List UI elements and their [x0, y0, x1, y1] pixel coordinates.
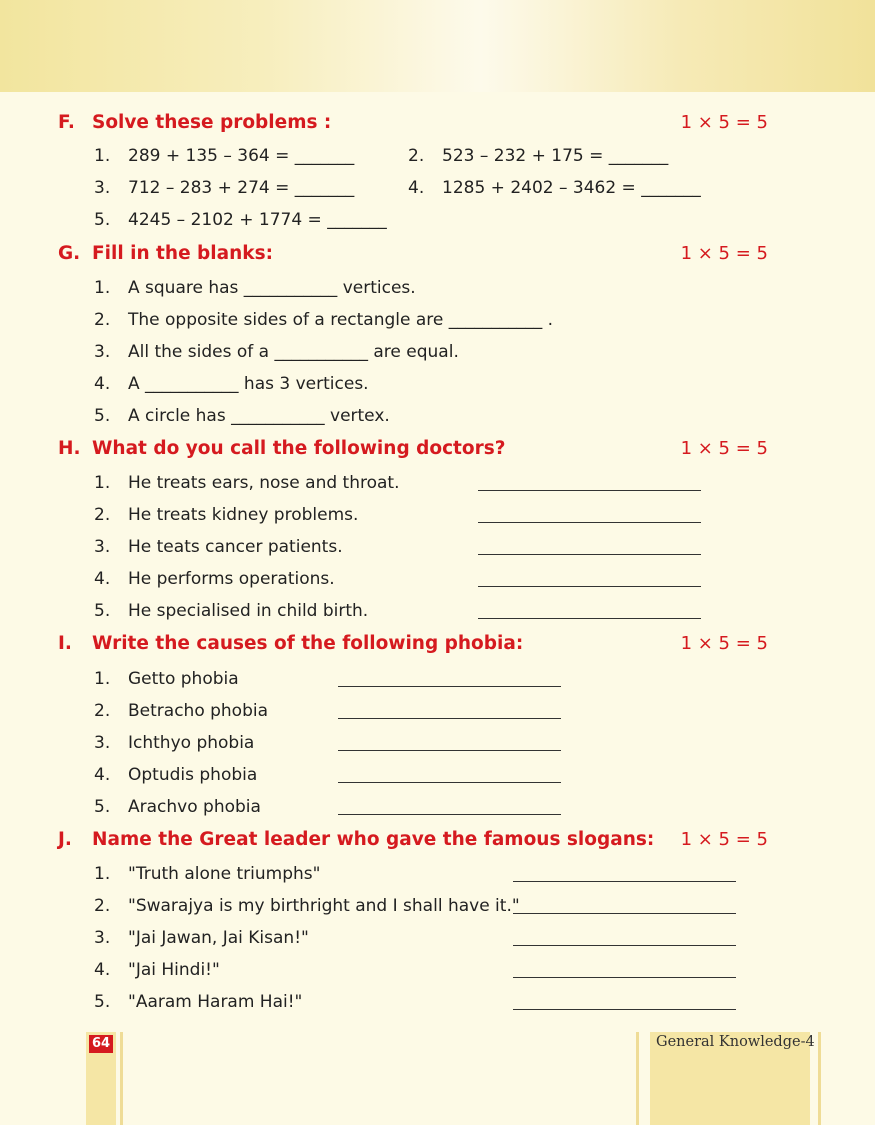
item-number: 4.: [94, 374, 111, 394]
item-text: He treats kidney problems.: [128, 505, 359, 525]
item-text: "Swarajya is my birthright and I shall have it.": [128, 896, 520, 916]
answer-line: [478, 618, 701, 619]
item-number: 1.: [94, 864, 111, 884]
answer-line: [478, 554, 701, 555]
item-number: 4.: [94, 960, 111, 980]
item-text: Ichthyo phobia: [128, 733, 255, 753]
section-j-heading: [0, 829, 875, 855]
answer-line: [338, 718, 561, 719]
item-text: 4245 – 2102 + 1774 = _______: [128, 210, 387, 230]
section-g-heading: [0, 243, 875, 269]
item-number: 5.: [94, 992, 111, 1012]
item-text: Getto phobia: [128, 669, 239, 689]
item-number: 2.: [94, 701, 111, 721]
answer-line: [338, 686, 561, 687]
section-marks: 1 × 5 = 5: [680, 633, 768, 654]
answer-line: [513, 945, 736, 946]
item-number: 1.: [94, 669, 111, 689]
answer-line: [513, 1009, 736, 1010]
item-text: 289 + 135 – 364 = _______: [128, 146, 355, 166]
section-title: Name the Great leader who gave the famous slogans:: [92, 829, 655, 850]
item-text: A circle has ___________ vertex.: [128, 406, 390, 426]
item-text: The opposite sides of a rectangle are ___________ .: [128, 310, 554, 330]
section-f-heading: [0, 112, 875, 138]
footer-divider: [818, 1032, 821, 1125]
item-number: 3.: [94, 733, 111, 753]
item-number: 2.: [94, 505, 111, 525]
item-text: A ___________ has 3 vertices.: [128, 374, 369, 394]
section-letter: H.: [58, 438, 81, 459]
item-number: 5.: [94, 797, 111, 817]
answer-line: [513, 913, 736, 914]
item-text: 1285 + 2402 – 3462 = _______: [442, 178, 701, 198]
item-number: 2.: [94, 896, 111, 916]
item-text: Betracho phobia: [128, 701, 269, 721]
item-text: He performs operations.: [128, 569, 335, 589]
item-text: "Jai Jawan, Jai Kisan!": [128, 928, 309, 948]
footer-divider: [636, 1032, 639, 1125]
answer-line: [338, 750, 561, 751]
item-number: 3.: [94, 342, 111, 362]
item-number: 4.: [94, 765, 111, 785]
answer-line: [338, 782, 561, 783]
item-text: A square has ___________ vertices.: [128, 278, 416, 298]
item-number: 1.: [94, 278, 111, 298]
answer-line: [513, 977, 736, 978]
item-text: 712 – 283 + 274 = _______: [128, 178, 355, 198]
section-letter: F.: [58, 112, 75, 133]
section-title: Fill in the blanks:: [92, 243, 274, 264]
item-number: 2.: [94, 310, 111, 330]
item-number: 5.: [94, 210, 111, 230]
item-number: 1.: [94, 473, 111, 493]
item-text: He teats cancer patients.: [128, 537, 343, 557]
section-letter: G.: [58, 243, 81, 264]
item-number: 3.: [94, 178, 111, 198]
answer-line: [478, 522, 701, 523]
answer-line: [513, 881, 736, 882]
footer-divider: [120, 1032, 123, 1125]
item-text: He treats ears, nose and throat.: [128, 473, 400, 493]
item-text: Arachvo phobia: [128, 797, 261, 817]
item-number: 4.: [408, 178, 425, 198]
item-number: 4.: [94, 569, 111, 589]
section-marks: 1 × 5 = 5: [680, 438, 768, 459]
item-number: 5.: [94, 601, 111, 621]
section-i-heading: [0, 633, 875, 659]
answer-line: [478, 586, 701, 587]
section-h-heading: [0, 438, 875, 464]
item-number: 3.: [94, 928, 111, 948]
item-text: "Truth alone triumphs": [128, 864, 321, 884]
section-title: Solve these problems :: [92, 112, 332, 133]
item-text: All the sides of a ___________ are equal.: [128, 342, 459, 362]
item-text: "Jai Hindi!": [128, 960, 220, 980]
book-title: General Knowledge-4: [656, 1034, 815, 1050]
item-number: 2.: [408, 146, 425, 166]
item-text: Optudis phobia: [128, 765, 258, 785]
answer-line: [338, 814, 561, 815]
item-number: 3.: [94, 537, 111, 557]
page-number: 64: [89, 1035, 113, 1053]
answer-line: [478, 490, 701, 491]
item-text: "Aaram Haram Hai!": [128, 992, 303, 1012]
section-letter: J.: [58, 829, 72, 850]
section-title: What do you call the following doctors?: [92, 438, 506, 459]
section-marks: 1 × 5 = 5: [680, 112, 768, 133]
item-text: He specialised in child birth.: [128, 601, 369, 621]
section-letter: I.: [58, 633, 72, 654]
section-marks: 1 × 5 = 5: [680, 829, 768, 850]
item-number: 5.: [94, 406, 111, 426]
section-marks: 1 × 5 = 5: [680, 243, 768, 264]
section-title: Write the causes of the following phobia:: [92, 633, 524, 654]
item-number: 1.: [94, 146, 111, 166]
header-band: [0, 0, 875, 92]
item-text: 523 – 232 + 175 = _______: [442, 146, 669, 166]
